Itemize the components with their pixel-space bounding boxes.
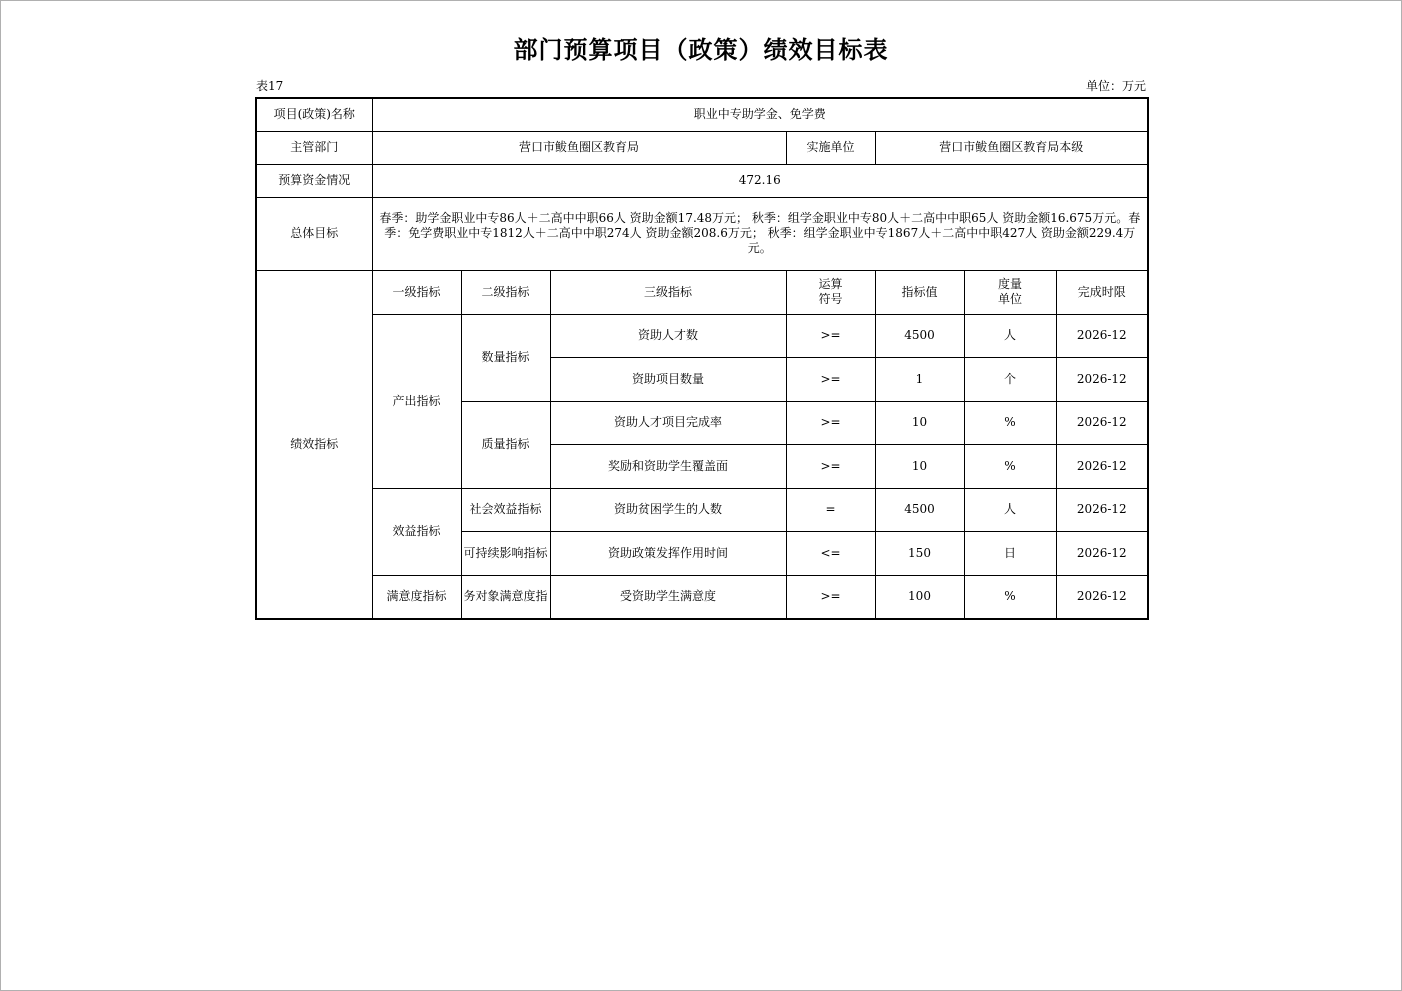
indicator-unit: 人 [964,314,1056,357]
performance-table [255,97,1149,620]
indicator-op: <= [786,531,875,575]
indicator-op: >= [786,314,875,357]
indicator-deadline: 2026-12 [1056,575,1148,619]
indicator-name: 资助政策发挥作用时间 [550,531,786,575]
level1-output: 产出指标 [372,314,461,488]
header-operator-line1: 运算 [818,277,843,291]
goal-label: 总体目标 [256,197,372,270]
level1-benefit: 效益指标 [372,488,461,575]
table-row [256,575,1148,619]
budget-value: 472.16 [372,164,1148,197]
indicator-op: = [786,488,875,531]
header-unit-line2: 单位 [997,292,1022,306]
dept-label: 主管部门 [256,131,372,164]
header-operator-line2: 符号 [818,292,843,306]
header-value: 指标值 [875,270,964,314]
indicator-unit: % [964,575,1056,619]
header-operator [786,270,875,314]
level2-social: 社会效益指标 [461,488,550,531]
indicator-value: 100 [875,575,964,619]
table-number: 表17 [256,79,284,93]
budget-label: 预算资金情况 [256,164,372,197]
indicator-name: 资助人才数 [550,314,786,357]
indicator-unit: % [964,401,1056,444]
impl-unit-label: 实施单位 [786,131,875,164]
indicator-unit: % [964,444,1056,488]
perf-label: 绩效指标 [256,270,372,619]
level2-sustain: 可持续影响指标 [461,531,550,575]
unit-label: 单位：万元 [1085,79,1146,93]
indicator-value: 10 [875,401,964,444]
indicator-deadline: 2026-12 [1056,531,1148,575]
page-title: 部门预算项目（政策）绩效目标表 [513,36,889,64]
indicator-deadline: 2026-12 [1056,357,1148,401]
indicator-unit: 人 [964,488,1056,531]
level1-satisfaction: 满意度指标 [372,575,461,619]
table-row [256,488,1148,531]
indicator-name: 奖励和资助学生覆盖面 [550,444,786,488]
header-level3: 三级指标 [550,270,786,314]
header-level2: 二级指标 [461,270,550,314]
indicator-op: >= [786,444,875,488]
impl-unit-value: 营口市鲅鱼圈区教育局本级 [875,131,1148,164]
indicator-value: 4500 [875,488,964,531]
indicator-deadline: 2026-12 [1056,401,1148,444]
indicator-name: 资助贫困学生的人数 [550,488,786,531]
dept-value: 营口市鲅鱼圈区教育局 [372,131,786,164]
header-deadline: 完成时限 [1056,270,1148,314]
indicator-deadline: 2026-12 [1056,314,1148,357]
header-unit [964,270,1056,314]
indicator-unit: 日 [964,531,1056,575]
indicator-name: 受资助学生满意度 [550,575,786,619]
indicator-value: 150 [875,531,964,575]
header-unit-line1: 度量 [997,277,1022,291]
level2-service: 务对象满意度指 [461,575,550,619]
project-name-label: 项目(政策)名称 [256,98,372,131]
indicator-name: 资助项目数量 [550,357,786,401]
goal-text: 春季：助学金职业中专86人＋二高中中职66人 资助金额17.48万元； 秋季：组学金职业中专80人＋二高中中职65人 资助金额16.675万元。春季：免学费职业中专1812人＋二高中中职274人 资助金额208.6万元； 秋季：组学金职业中专1867人＋二高中中职427人 资助金额229.4万元。 [372,197,1148,270]
indicator-op: >= [786,401,875,444]
level2-quantity: 数量指标 [461,314,550,401]
indicator-deadline: 2026-12 [1056,444,1148,488]
indicator-value: 1 [875,357,964,401]
indicator-op: >= [786,575,875,619]
indicator-unit: 个 [964,357,1056,401]
indicator-op: >= [786,357,875,401]
indicator-name: 资助人才项目完成率 [550,401,786,444]
table-row [256,314,1148,357]
level2-quality: 质量指标 [461,401,550,488]
indicator-value: 4500 [875,314,964,357]
project-name-value: 职业中专助学金、免学费 [372,98,1148,131]
indicator-value: 10 [875,444,964,488]
indicator-deadline: 2026-12 [1056,488,1148,531]
header-level1: 一级指标 [372,270,461,314]
